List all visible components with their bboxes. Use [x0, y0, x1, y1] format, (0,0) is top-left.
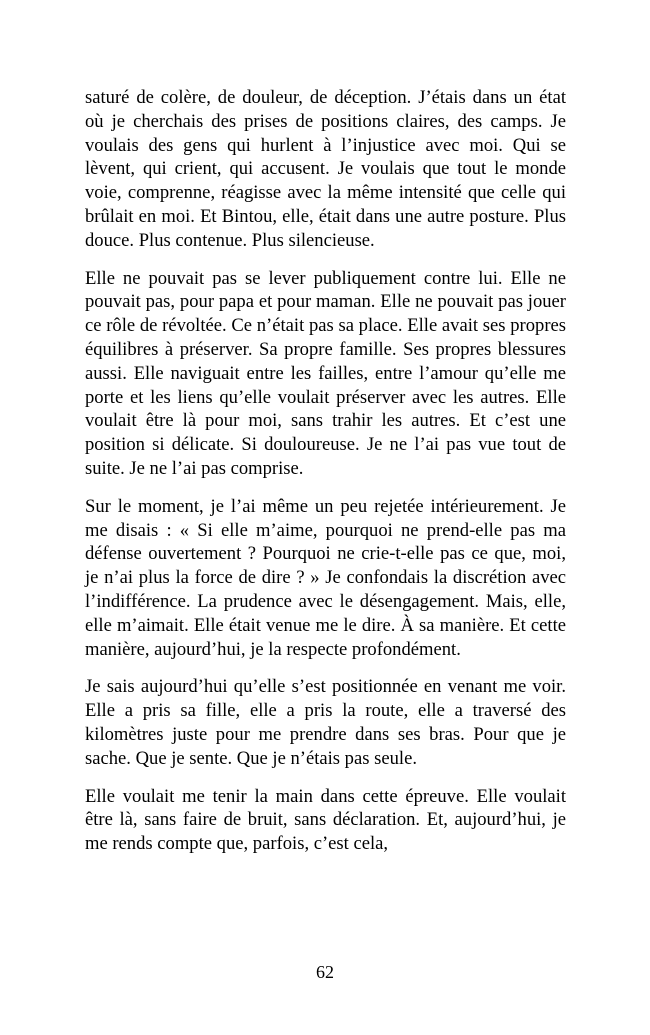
paragraph-3: Sur le moment, je l’ai même un peu rejetée intérieurement. Je me disais : « Si elle m’aime, pourquoi ne prend-elle pas ma défense ouvertement ? Pourquoi ne crie-t-elle pas ce que, moi, je n’ai plus la force de dire ? » Je confondais la discrétion avec l’indifférence. La prudence avec le désengagement. Mais, elle, elle m’aimait. Elle était venue me le dire. À sa manière. Et cette manière, aujourd’hui, je la respecte profondément. [85, 495, 566, 660]
paragraph-4: Je sais aujourd’hui qu’elle s’est positionnée en venant me voir. Elle a pris sa fille, elle a pris la route, elle a traversé des kilomètres juste pour me prendre dans ses bras. Pour que je sache. Que je sente. Que je n’étais pas seule. [85, 676, 566, 769]
page-body [85, 86, 566, 870]
paragraph-1: saturé de colère, de douleur, de déception. J’étais dans un état où je cherchais des prises de positions claires, des camps. Je voulais des gens qui hurlent à l’injustice avec moi. Qui se lèvent, qui crient, qui accusent. Je voulais que tout le monde voie, comprenne, réagisse avec la même intensité que celle qui brûlait en moi. Et Bintou, elle, était dans une autre posture. Plus douce. Plus contenue. Plus silencieuse. [85, 87, 566, 251]
paragraph-2: Elle ne pouvait pas se lever publiquement contre lui. Elle ne pouvait pas, pour papa et pour maman. Elle ne pouvait pas jouer ce rôle de révoltée. Ce n’était pas sa place. Elle avait ses propres équilibres à préserver. Sa propre famille. Ses propres blessures aussi. Elle naviguait entre les failles, entre l’amour qu’elle me porte et les liens qu’elle voulait préserver avec les autres. Elle voulait être là pour moi, sans trahir les autres. Et c’est une position si délicate. Si douloureuse. Je ne l’ai pas vue tout de suite. Je ne l’ai pas comprise. [85, 267, 566, 479]
paragraph-5: Elle voulait me tenir la main dans cette épreuve. Elle voulait être là, sans faire de bruit, sans déclaration. Et, aujourd’hui, je me rends compte que, parfois, c’est cela, [85, 785, 566, 855]
page-number: 62 [316, 962, 334, 982]
